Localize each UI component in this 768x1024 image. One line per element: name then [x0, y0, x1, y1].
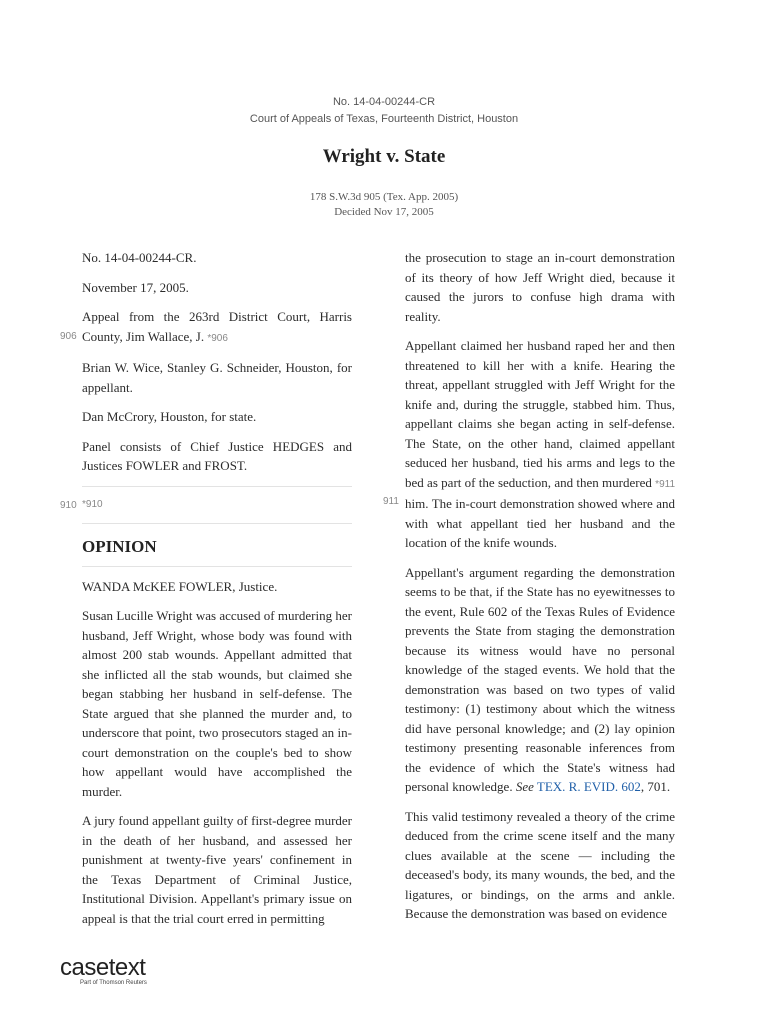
opinion-paragraph: the prosecution to stage an in-court demonstration of its theory of how Jeff Wright died, because it caused the jurors to confuse high drama with reality. — [405, 250, 675, 324]
paragraph-text: , 701. — [640, 779, 671, 794]
case-citation: 178 S.W.3d 905 (Tex. App. 2005) — [309, 191, 459, 203]
star-page-906: *906 — [207, 332, 228, 344]
margin-page-911: 911 — [383, 496, 399, 507]
opinion-paragraph — [405, 336, 675, 553]
divider — [82, 486, 352, 487]
docket-number: No. 14-04-00244-CR — [332, 96, 436, 108]
court-name: Court of Appeals of Texas, Fourteenth District, Houston — [249, 113, 519, 125]
date-line: November 17, 2005. — [82, 279, 189, 295]
opinion-paragraph: Susan Lucille Wright was accused of murdering her husband, Jeff Wright, whose body was found with almost 200 stab wounds. Appellant admitted that she inflicted all the stab wounds, but claimed she began stabbing her husband in self-defense. The State argued that she planned the murder and, to underscore that point, two prosecutors staged an in-court demonstration on the couple's bed to show how appellant would have accomplished the murder. — [82, 608, 352, 799]
appeal-text: Appeal from the 263rd District Court, Harris County, Jim Wallace, J. — [82, 309, 352, 344]
star-page-910: *910 — [82, 498, 103, 510]
case-title: Wright v. State — [322, 146, 446, 167]
opinion-author: WANDA McKEE FOWLER, Justice. — [82, 578, 278, 594]
panel-line: Panel consists of Chief Justice HEDGES and Justices FOWLER and FROST. — [82, 438, 352, 473]
divider — [82, 523, 352, 524]
casetext-logo[interactable] — [60, 955, 147, 986]
citation-link-tex-r-evid-602[interactable]: TEX. R. EVID. 602 — [536, 779, 641, 794]
decided-date: Decided Nov 17, 2005 — [334, 206, 434, 218]
counsel-appellant: Brian W. Wice, Stanley G. Schneider, Houston, for appellant. — [82, 360, 352, 395]
opinion-paragraph — [405, 563, 675, 797]
docket-line: No. 14-04-00244-CR. — [82, 250, 197, 265]
logo-tagline: Part of Thomson Reuters — [80, 980, 147, 986]
paragraph-text: Appellant claimed her husband raped her and then threatened to kill her with a knife. Hearing the threat, appellant struggled with Jeff Wright for the knife and, during the struggle, stabbed him. Thus, appellant claims she began acting in self-defense. The State, on the other hand, claimed appellant seduced her husband, tied his arms and legs to the bed as part of the seduction, and then murdered — [405, 338, 675, 490]
star-page-911: *911 — [655, 478, 676, 490]
divider — [82, 566, 352, 567]
appeal-line — [82, 307, 352, 348]
logo-wordmark: casetext — [60, 954, 146, 981]
right-column — [405, 248, 675, 934]
margin-page-910: 910 — [60, 500, 77, 511]
opinion-paragraph: This valid testimony revealed a theory of the crime deduced from the crime scene itself and the many clues available at the scene — including the deceased's body, its many wounds, the bed, and the ligatures, or bindings, on the arms and ankle. Because the demonstration was based on evidence — [405, 808, 675, 921]
margin-page-906: 906 — [60, 331, 77, 342]
left-column — [82, 248, 352, 938]
paragraph-text: Appellant's argument regarding the demonstration seems to be that, if the State has no eyewitnesses to the event, Rule 602 of the Texas Rules of Evidence prevents the State from staging the demonstration because its witness would have no personal knowledge of the staged events. We hold that the demonstration was based on two types of valid testimony: (1) testimony about which the witness did have personal knowledge; and (2) lay opinion testimony presenting reasonable inferences from the evidence of which the State's witness had personal knowledge. — [405, 564, 675, 794]
paragraph-text: him. The in-court demonstration showed where and with what appellant tied her husband and the location of the knife wounds. — [405, 496, 675, 550]
opinion-heading: OPINION — [82, 536, 157, 556]
counsel-state: Dan McCrory, Houston, for state. — [82, 409, 257, 424]
see-signal: See — [515, 779, 534, 794]
opinion-paragraph: A jury found appellant guilty of first-degree murder in the death of her husband, and assessed her punishment at twenty-five years' confinement in the Texas Department of Criminal Justice, Institutional Division. Appellant's primary issue on appeal is that the trial court erred in permitting — [82, 813, 352, 926]
